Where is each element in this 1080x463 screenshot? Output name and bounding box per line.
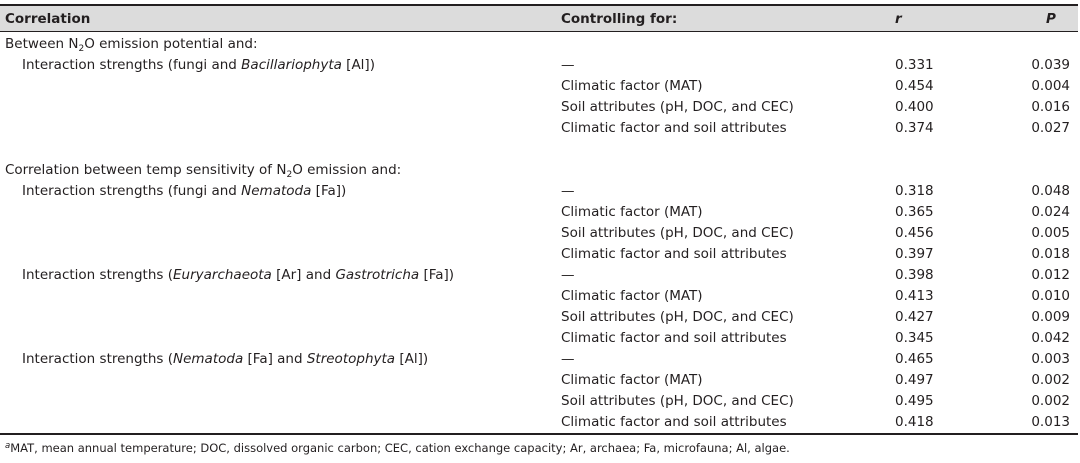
r-value-cell: 0.456 xyxy=(895,225,934,241)
r-value-cell: 0.318 xyxy=(895,183,934,199)
controlling-for-cell: Climatic factor (MAT) xyxy=(561,372,703,388)
table-row xyxy=(0,391,1078,412)
controlling-for-cell: Climatic factor and soil attributes xyxy=(561,246,787,262)
table-spacer-row xyxy=(0,139,1078,160)
r-value-cell: 0.374 xyxy=(895,120,934,136)
label-segment: Interaction strengths ( xyxy=(22,351,173,367)
correlation-label xyxy=(22,265,454,286)
label-segment: [Fa]) xyxy=(419,267,455,283)
controlling-for-cell: Climatic factor (MAT) xyxy=(561,288,703,304)
table-row xyxy=(0,181,1078,202)
r-value-cell: 0.454 xyxy=(895,78,934,94)
header-p: P xyxy=(1046,11,1056,27)
table-row xyxy=(0,412,1078,433)
r-value-cell: 0.365 xyxy=(895,204,934,220)
p-value-cell: 0.042 xyxy=(1031,330,1070,346)
correlation-label xyxy=(22,181,346,202)
table-group-row xyxy=(0,34,1078,55)
label-segment: [Al]) xyxy=(395,351,429,367)
r-value-cell: 0.345 xyxy=(895,330,934,346)
label-segment: Euryarchaeota xyxy=(173,267,272,283)
label-segment: [Al]) xyxy=(341,57,375,73)
p-value-cell: 0.010 xyxy=(1031,288,1070,304)
p-value-cell: 0.048 xyxy=(1031,183,1070,199)
controlling-for-cell: Climatic factor and soil attributes xyxy=(561,120,787,136)
controlling-for-cell: Climatic factor (MAT) xyxy=(561,204,703,220)
controlling-for-cell: Climatic factor and soil attributes xyxy=(561,414,787,430)
label-segment: [Fa]) xyxy=(311,183,347,199)
label-segment: [Fa] and xyxy=(243,351,307,367)
controlling-for-cell: Climatic factor (MAT) xyxy=(561,78,703,94)
p-value-cell: 0.018 xyxy=(1031,246,1070,262)
table-row xyxy=(0,202,1078,223)
p-value-cell: 0.016 xyxy=(1031,99,1070,115)
r-value-cell: 0.397 xyxy=(895,246,934,262)
label-segment: Correlation between temp sensitivity of N xyxy=(5,162,287,178)
r-value-cell: 0.398 xyxy=(895,267,934,283)
header-controlling-for: Controlling for: xyxy=(561,11,678,27)
table-row xyxy=(0,286,1078,307)
controlling-for-cell: Soil attributes (pH, DOC, and CEC) xyxy=(561,225,794,241)
controlling-for-cell: — xyxy=(561,351,575,367)
p-value-cell: 0.012 xyxy=(1031,267,1070,283)
controlling-for-cell: Soil attributes (pH, DOC, and CEC) xyxy=(561,393,794,409)
r-value-cell: 0.497 xyxy=(895,372,934,388)
label-segment: Nematoda xyxy=(241,183,312,199)
r-value-cell: 0.418 xyxy=(895,414,934,430)
label-segment: [Ar] and xyxy=(271,267,336,283)
r-value-cell: 0.331 xyxy=(895,57,934,73)
r-value-cell: 0.495 xyxy=(895,393,934,409)
r-value-cell: 0.465 xyxy=(895,351,934,367)
controlling-for-cell: Soil attributes (pH, DOC, and CEC) xyxy=(561,99,794,115)
table-row xyxy=(0,223,1078,244)
controlling-for-cell: — xyxy=(561,57,575,73)
correlation-label xyxy=(22,55,375,76)
p-value-cell: 0.013 xyxy=(1031,414,1070,430)
table-row xyxy=(0,349,1078,370)
table-bottom-rule xyxy=(0,433,1078,435)
p-value-cell: 0.027 xyxy=(1031,120,1070,136)
label-segment: 2 xyxy=(286,170,293,180)
label-segment: 2 xyxy=(78,44,85,54)
table-row xyxy=(0,265,1078,286)
p-value-cell: 0.004 xyxy=(1031,78,1070,94)
p-value-cell: 0.039 xyxy=(1031,57,1070,73)
table-row xyxy=(0,370,1078,391)
label-segment: Between N xyxy=(5,36,79,52)
table-row xyxy=(0,97,1078,118)
p-value-cell: 0.003 xyxy=(1031,351,1070,367)
table-row xyxy=(0,307,1078,328)
table-footnote xyxy=(5,440,790,456)
table-row xyxy=(0,55,1078,76)
footnote-text: MAT, mean annual temperature; DOC, dissolved organic carbon; CEC, cation exchange capacity; Ar, archaea; Fa, microfauna; Al, algae. xyxy=(10,441,790,455)
r-value-cell: 0.400 xyxy=(895,99,934,115)
footnote-mark: a xyxy=(5,441,11,451)
p-value-cell: 0.024 xyxy=(1031,204,1070,220)
label-segment: Interaction strengths ( xyxy=(22,267,173,283)
controlling-for-cell: Soil attributes (pH, DOC, and CEC) xyxy=(561,309,794,325)
controlling-for-cell: — xyxy=(561,183,575,199)
table-row xyxy=(0,76,1078,97)
r-value-cell: 0.427 xyxy=(895,309,934,325)
p-value-cell: 0.005 xyxy=(1031,225,1070,241)
label-segment: Interaction strengths (fungi and xyxy=(22,183,242,199)
label-segment: Bacillariophyta xyxy=(241,57,342,73)
label-segment: Streotophyta xyxy=(306,351,396,367)
correlation-label xyxy=(22,349,428,370)
controlling-for-cell: Climatic factor and soil attributes xyxy=(561,330,787,346)
table-row xyxy=(0,328,1078,349)
label-segment: Interaction strengths (fungi and xyxy=(22,57,242,73)
label-segment: O emission potential and: xyxy=(84,36,258,52)
p-value-cell: 0.002 xyxy=(1031,393,1070,409)
group-label xyxy=(5,160,401,181)
label-segment: Gastrotricha xyxy=(335,267,420,283)
table-row xyxy=(0,118,1078,139)
p-value-cell: 0.002 xyxy=(1031,372,1070,388)
p-value-cell: 0.009 xyxy=(1031,309,1070,325)
table-group-row xyxy=(0,160,1078,181)
group-label xyxy=(5,34,258,55)
r-value-cell: 0.413 xyxy=(895,288,934,304)
label-segment: Nematoda xyxy=(173,351,244,367)
header-r: r xyxy=(895,11,902,27)
label-segment: O emission and: xyxy=(292,162,402,178)
header-correlation: Correlation xyxy=(5,11,91,27)
controlling-for-cell: — xyxy=(561,267,575,283)
table-row xyxy=(0,244,1078,265)
